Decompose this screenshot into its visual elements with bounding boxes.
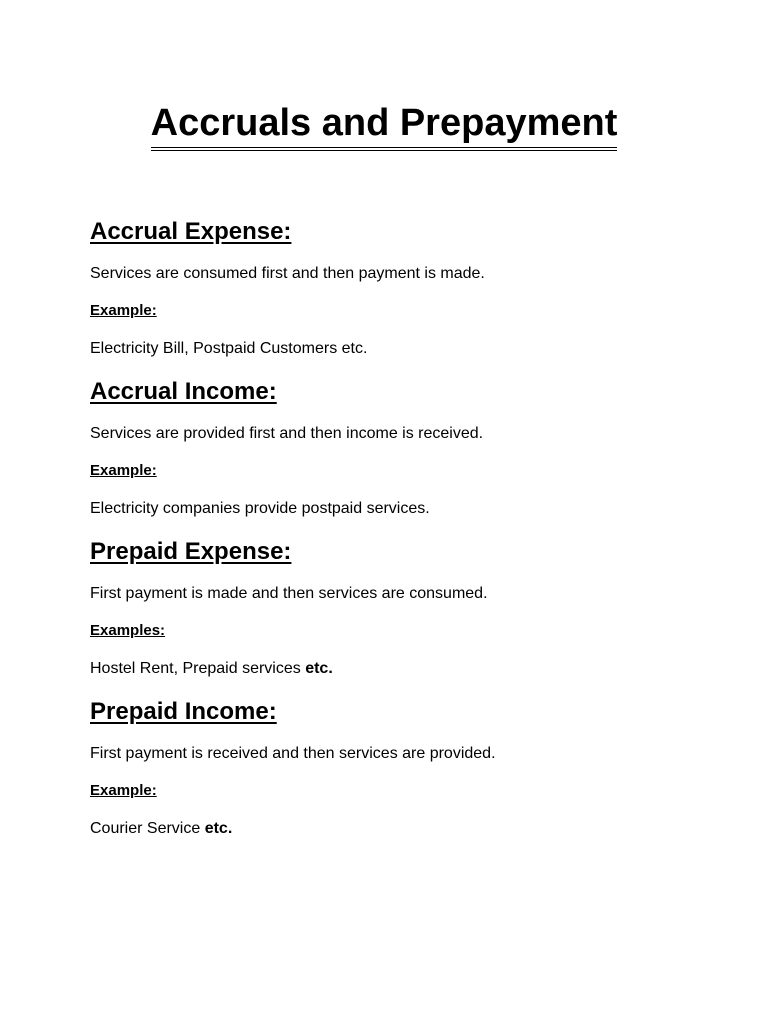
section-prepaid-income xyxy=(90,694,730,837)
document-title-text: Accruals and Prepayment xyxy=(151,101,618,151)
example-text xyxy=(90,339,730,359)
example-label: Example: xyxy=(90,302,157,319)
section-prepaid-expense xyxy=(90,534,730,694)
document-content xyxy=(90,214,730,837)
document-title xyxy=(0,98,768,151)
section-accrual-expense xyxy=(90,214,730,374)
section-description: First payment is received and then services are provided. xyxy=(90,745,496,762)
section-heading: Accrual Income: xyxy=(90,378,277,405)
example-text xyxy=(90,499,730,519)
example-label: Example: xyxy=(90,462,157,479)
example-text-main: Electricity companies provide postpaid services. xyxy=(90,500,430,517)
section-accrual-income xyxy=(90,374,730,534)
example-text-suffix: etc. xyxy=(305,660,333,677)
section-description: Services are consumed first and then payment is made. xyxy=(90,265,485,282)
example-label: Example: xyxy=(90,782,157,799)
example-text-main: Electricity Bill, Postpaid Customers etc. xyxy=(90,340,368,357)
example-text-suffix: etc. xyxy=(204,820,233,837)
section-heading: Prepaid Expense: xyxy=(90,538,292,565)
section-heading: Prepaid Income: xyxy=(90,698,277,725)
example-label: Examples: xyxy=(90,622,166,639)
example-text-main: Hostel Rent, Prepaid services xyxy=(90,660,306,677)
section-description: First payment is made and then services are consumed. xyxy=(90,585,488,602)
section-heading: Accrual Expense: xyxy=(90,218,292,245)
example-text xyxy=(90,659,730,679)
example-text xyxy=(90,819,730,839)
section-description: Services are provided first and then income is received. xyxy=(90,425,484,442)
example-text-main: Courier Service xyxy=(90,820,205,837)
